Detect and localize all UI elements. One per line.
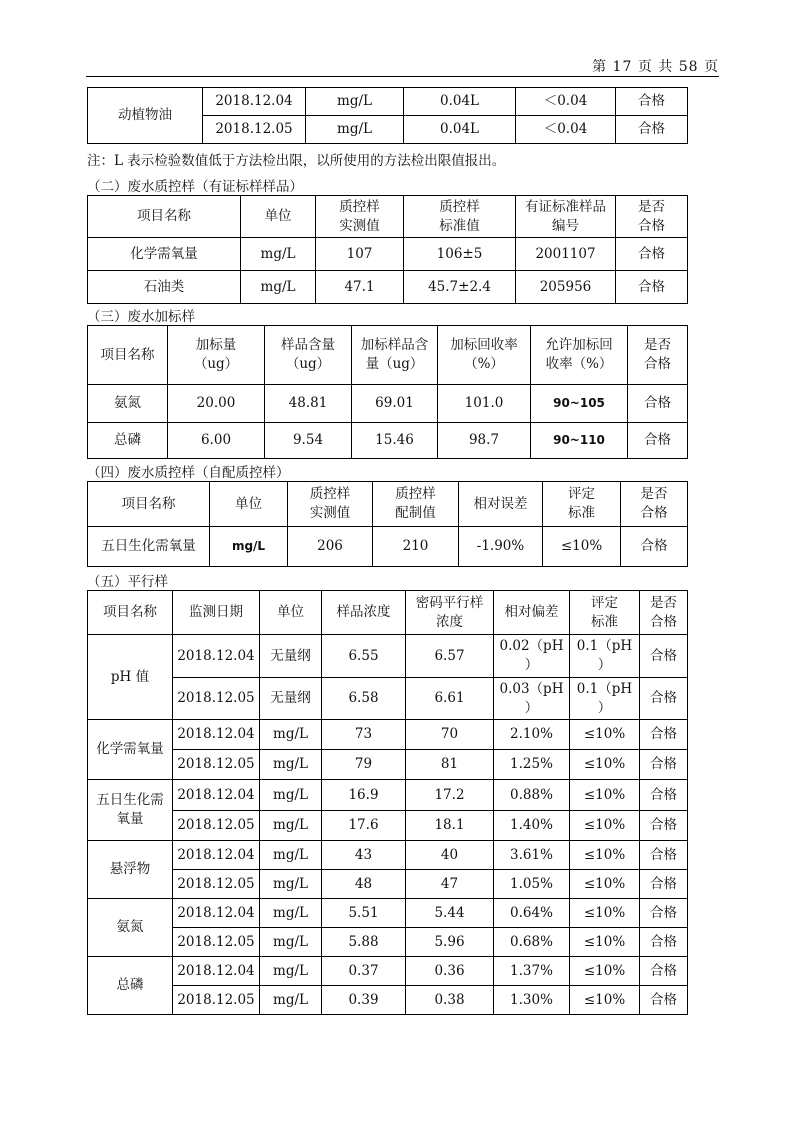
header-cell: 评定 标准 — [570, 591, 640, 635]
header-cell: 样品含量 （ug） — [265, 326, 352, 385]
item-name: pH 值 — [88, 635, 173, 720]
cell: 47 — [406, 870, 494, 899]
cell: 合格 — [640, 841, 688, 870]
header-cell: 加标回收率 （%） — [438, 326, 531, 385]
cell: ≤10% — [570, 899, 640, 928]
cell: mg/L — [241, 271, 316, 304]
cell: ≤10% — [543, 527, 621, 567]
cell: 18.1 — [406, 811, 494, 841]
table-note: 注：L 表示检验数值低于方法检出限，以所使用的方法检出限值报出。 — [87, 153, 506, 169]
cell: 石油类 — [88, 271, 241, 304]
header-cell: 是否 合格 — [621, 482, 688, 527]
table-row — [88, 527, 688, 567]
cell: mg/L — [210, 527, 288, 567]
cell: 98.7 — [438, 423, 531, 459]
cell: mg/L — [260, 780, 322, 811]
item-name: 动植物油 — [88, 88, 203, 144]
result-cell: 合格 — [616, 116, 688, 144]
cell: 2001107 — [516, 238, 616, 271]
cell: ≤10% — [570, 811, 640, 841]
cell: 15.46 — [352, 423, 438, 459]
table-row — [88, 750, 688, 780]
cell: mg/L — [260, 720, 322, 750]
cell: 0.03（pH ） — [494, 678, 570, 720]
cell: 2018.12.04 — [173, 780, 260, 811]
table-row — [88, 780, 688, 811]
cell: ≤10% — [570, 841, 640, 870]
cell: 79 — [322, 750, 406, 780]
table-parallel-sample — [87, 590, 688, 1015]
cell: 1.40% — [494, 811, 570, 841]
table-row — [88, 928, 688, 957]
cell: 合格 — [640, 899, 688, 928]
section-title-5: （五）平行样 — [87, 574, 168, 590]
header-cell: 是否 合格 — [628, 326, 688, 385]
unit-cell: mg/L — [306, 116, 404, 144]
table-row — [88, 720, 688, 750]
cell: 总磷 — [88, 423, 168, 459]
table-spiked-sample — [87, 325, 688, 459]
cell: 0.88% — [494, 780, 570, 811]
header-cell: 项目名称 — [88, 482, 210, 527]
item-name: 总磷 — [88, 957, 173, 1015]
cell: 6.00 — [168, 423, 265, 459]
cell: 0.38 — [406, 986, 494, 1015]
cell: 43 — [322, 841, 406, 870]
cell: 2018.12.05 — [173, 870, 260, 899]
cell: 合格 — [640, 678, 688, 720]
header-cell: 加标样品含 量（ug） — [352, 326, 438, 385]
table-row — [88, 957, 688, 986]
cell: 五日生化需氧量 — [88, 527, 210, 567]
cell: 6.57 — [406, 635, 494, 678]
header-cell: 加标量 （ug） — [168, 326, 265, 385]
section-title-4: （四）废水质控样（自配质控样） — [87, 465, 290, 481]
unit-cell: mg/L — [306, 88, 404, 116]
cell: 45.7±2.4 — [404, 271, 516, 304]
cell: 210 — [373, 527, 459, 567]
cell: 无量纲 — [260, 635, 322, 678]
header-rule — [86, 76, 719, 77]
table-row — [88, 88, 688, 116]
cell: 0.1（pH ） — [570, 678, 640, 720]
cell: 1.37% — [494, 957, 570, 986]
cell: 合格 — [640, 720, 688, 750]
cell: mg/L — [260, 870, 322, 899]
table-row — [88, 841, 688, 870]
table-row — [88, 811, 688, 841]
cell: 73 — [322, 720, 406, 750]
cell: 5.88 — [322, 928, 406, 957]
cell: 6.61 — [406, 678, 494, 720]
cell: 2018.12.05 — [173, 811, 260, 841]
header-cell: 是否 合格 — [640, 591, 688, 635]
item-name: 氨氮 — [88, 899, 173, 957]
table-row — [88, 423, 688, 459]
cell: 0.02（pH ） — [494, 635, 570, 678]
cell: 合格 — [640, 750, 688, 780]
cell: 5.44 — [406, 899, 494, 928]
section-title-2: （二）废水质控样（有证标样样品） — [87, 179, 303, 195]
cell: mg/L — [241, 238, 316, 271]
cell: 合格 — [628, 423, 688, 459]
table-header-row — [88, 482, 688, 527]
cell: mg/L — [260, 841, 322, 870]
cell: 合格 — [640, 957, 688, 986]
cell: 9.54 — [265, 423, 352, 459]
date-cell: 2018.12.05 — [203, 116, 306, 144]
cell: 合格 — [640, 635, 688, 678]
header-cell: 质控样 实测值 — [316, 196, 404, 238]
header-cell: 质控样 实测值 — [288, 482, 373, 527]
page-number: 第 17 页 共 58 页 — [592, 59, 719, 75]
cell: 2018.12.04 — [173, 720, 260, 750]
header-cell: 相对偏差 — [494, 591, 570, 635]
cell: 5.51 — [322, 899, 406, 928]
header-cell: 单位 — [210, 482, 288, 527]
table-row — [88, 238, 688, 271]
header-cell: 相对误差 — [459, 482, 543, 527]
header-cell: 项目名称 — [88, 591, 173, 635]
cell: 6.58 — [322, 678, 406, 720]
header-cell: 评定 标准 — [543, 482, 621, 527]
cell: -1.90% — [459, 527, 543, 567]
cell: 合格 — [628, 385, 688, 423]
cell: 合格 — [640, 870, 688, 899]
cell: 107 — [316, 238, 404, 271]
cell: 47.1 — [316, 271, 404, 304]
cell: 106±5 — [404, 238, 516, 271]
cell: 0.68% — [494, 928, 570, 957]
cell: 90~105 — [531, 385, 628, 423]
cell: 2018.12.05 — [173, 986, 260, 1015]
cell: 5.96 — [406, 928, 494, 957]
cell: 90~110 — [531, 423, 628, 459]
item-name: 五日生化需 氧量 — [88, 780, 173, 841]
cell: 0.36 — [406, 957, 494, 986]
table-self-prepared-qc — [87, 481, 688, 567]
value-cell: ＜0.04 — [516, 88, 616, 116]
cell: 81 — [406, 750, 494, 780]
cell: 2018.12.04 — [173, 899, 260, 928]
cell: 合格 — [640, 928, 688, 957]
header-cell: 监测日期 — [173, 591, 260, 635]
cell: 40 — [406, 841, 494, 870]
table-animal-plant-oil — [87, 87, 688, 144]
cell: 2018.12.05 — [173, 678, 260, 720]
cell: 1.05% — [494, 870, 570, 899]
cell: 0.1（pH ） — [570, 635, 640, 678]
result-cell: 合格 — [616, 88, 688, 116]
date-cell: 2018.12.04 — [203, 88, 306, 116]
cell: 101.0 — [438, 385, 531, 423]
table-row — [88, 635, 688, 678]
table-header-row — [88, 326, 688, 385]
cell: 合格 — [640, 811, 688, 841]
header-cell: 有证标准样品 编号 — [516, 196, 616, 238]
header-cell: 单位 — [241, 196, 316, 238]
cell: 合格 — [640, 986, 688, 1015]
header-cell: 允许加标回 收率（%） — [531, 326, 628, 385]
cell: ≤10% — [570, 957, 640, 986]
cell: 合格 — [621, 527, 688, 567]
cell: 氨氮 — [88, 385, 168, 423]
header-cell: 项目名称 — [88, 326, 168, 385]
cell: mg/L — [260, 811, 322, 841]
cell: 16.9 — [322, 780, 406, 811]
cell: ≤10% — [570, 870, 640, 899]
cell: 0.39 — [322, 986, 406, 1015]
table-header-row — [88, 591, 688, 635]
table-header-row — [88, 196, 688, 238]
cell: 3.61% — [494, 841, 570, 870]
table-certified-qc — [87, 195, 688, 304]
table-row — [88, 678, 688, 720]
cell: 0.37 — [322, 957, 406, 986]
item-name: 化学需氧量 — [88, 720, 173, 780]
cell: 2018.12.04 — [173, 635, 260, 678]
limit-cell: 0.04L — [404, 116, 516, 144]
cell: ≤10% — [570, 750, 640, 780]
cell: 48 — [322, 870, 406, 899]
cell: mg/L — [260, 750, 322, 780]
table-row — [88, 899, 688, 928]
cell: 48.81 — [265, 385, 352, 423]
cell: 205956 — [516, 271, 616, 304]
cell: mg/L — [260, 986, 322, 1015]
cell: mg/L — [260, 928, 322, 957]
cell: ≤10% — [570, 928, 640, 957]
cell: 2018.12.05 — [173, 750, 260, 780]
cell: 206 — [288, 527, 373, 567]
cell: 17.6 — [322, 811, 406, 841]
cell: mg/L — [260, 899, 322, 928]
cell: 6.55 — [322, 635, 406, 678]
table-row — [88, 271, 688, 304]
header-cell: 样品浓度 — [322, 591, 406, 635]
cell: 20.00 — [168, 385, 265, 423]
limit-cell: 0.04L — [404, 88, 516, 116]
cell: 70 — [406, 720, 494, 750]
table-row — [88, 870, 688, 899]
cell: 1.25% — [494, 750, 570, 780]
cell: 化学需氧量 — [88, 238, 241, 271]
cell: 2018.12.04 — [173, 957, 260, 986]
cell: 2018.12.05 — [173, 928, 260, 957]
table-row — [88, 385, 688, 423]
cell: 合格 — [616, 238, 688, 271]
header-cell: 密码平行样 浓度 — [406, 591, 494, 635]
item-name: 悬浮物 — [88, 841, 173, 899]
cell: ≤10% — [570, 720, 640, 750]
table-row — [88, 986, 688, 1015]
cell: 合格 — [640, 780, 688, 811]
section-title-3: （三）废水加标样 — [87, 309, 195, 325]
cell: 合格 — [616, 271, 688, 304]
cell: 1.30% — [494, 986, 570, 1015]
header-cell: 质控样 标准值 — [404, 196, 516, 238]
cell: ≤10% — [570, 986, 640, 1015]
cell: ≤10% — [570, 780, 640, 811]
cell: 2018.12.04 — [173, 841, 260, 870]
cell: 2.10% — [494, 720, 570, 750]
value-cell: ＜0.04 — [516, 116, 616, 144]
cell: 0.64% — [494, 899, 570, 928]
cell: 无量纲 — [260, 678, 322, 720]
cell: mg/L — [260, 957, 322, 986]
header-cell: 项目名称 — [88, 196, 241, 238]
header-cell: 单位 — [260, 591, 322, 635]
header-cell: 是否 合格 — [616, 196, 688, 238]
cell: 69.01 — [352, 385, 438, 423]
cell: 17.2 — [406, 780, 494, 811]
header-cell: 质控样 配制值 — [373, 482, 459, 527]
